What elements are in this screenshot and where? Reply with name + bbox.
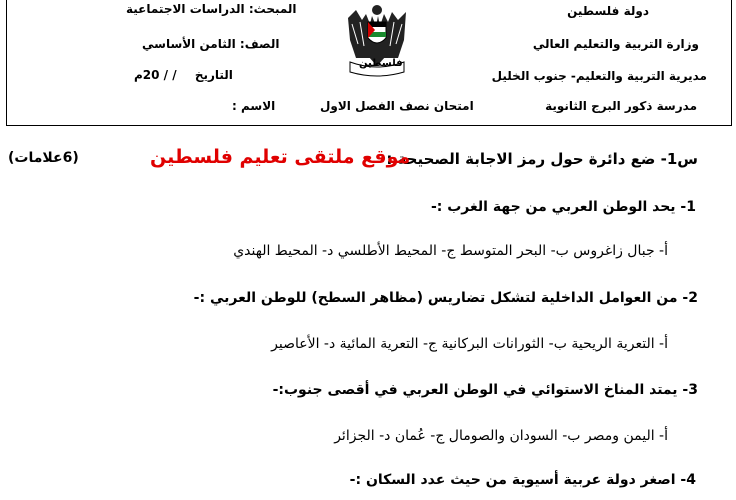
question-item-2: 2- من العوامل الداخلية لتشكل تضاريس (مظاهر السطح) للوطن العربي :- bbox=[193, 290, 698, 306]
question-3-options: أ- اليمن ومصر ب- السودان والصومال ج- عُمان د- الجزائر bbox=[334, 428, 668, 444]
question-1-options: أ- جبال زاغروس ب- البحر المتوسط ج- المحيط الأطلسي د- المحيط الهندي bbox=[233, 243, 668, 259]
header-school: مدرسة ذكور البرج الثانوية bbox=[545, 99, 697, 113]
subject-value: الدراسات الاجتماعية bbox=[126, 2, 245, 16]
date-value: / / 20م bbox=[134, 68, 177, 82]
question-2-options: أ- التعرية الريحية ب- الثورانات البركانية ج- التعرية المائية د- الأعاصير bbox=[271, 336, 668, 352]
question-1-instruction: س1- ضع دائرة حول رمز الاجابة الصحيحة : bbox=[386, 150, 698, 168]
site-watermark: موقع ملتقى تعليم فلسطين bbox=[150, 146, 411, 168]
emblem-banner-text: فلسطين bbox=[359, 58, 403, 69]
exam-title: امتحان نصف الفصل الاول bbox=[320, 99, 474, 113]
date-row bbox=[134, 68, 233, 82]
header-state: دولة فلسطين bbox=[567, 4, 649, 18]
header-ministry: وزارة التربية والتعليم العالي bbox=[532, 37, 699, 51]
date-label: التاريخ bbox=[194, 68, 233, 82]
grade-row bbox=[142, 37, 279, 51]
grade-value: الثامن الأساسي bbox=[142, 37, 236, 51]
marks-label: (6علامات) bbox=[8, 150, 79, 166]
question-item-1: 1- يحد الوطن العربي من جهة الغرب :- bbox=[430, 199, 696, 215]
header-directorate: مديرية التربية والتعليم- جنوب الخليل bbox=[491, 69, 707, 83]
subject-label: المبحث: bbox=[248, 2, 297, 16]
question-item-3: 3- يمتد المناخ الاستوائي في الوطن العربي في أقصى جنوب:- bbox=[272, 382, 698, 398]
grade-label: الصف: bbox=[239, 37, 280, 51]
question-item-4: 4- اصغر دولة عربية أسيوية من حيث عدد السكان :- bbox=[349, 472, 696, 488]
name-label: الاسم : bbox=[232, 99, 276, 113]
subject-row bbox=[126, 2, 297, 16]
